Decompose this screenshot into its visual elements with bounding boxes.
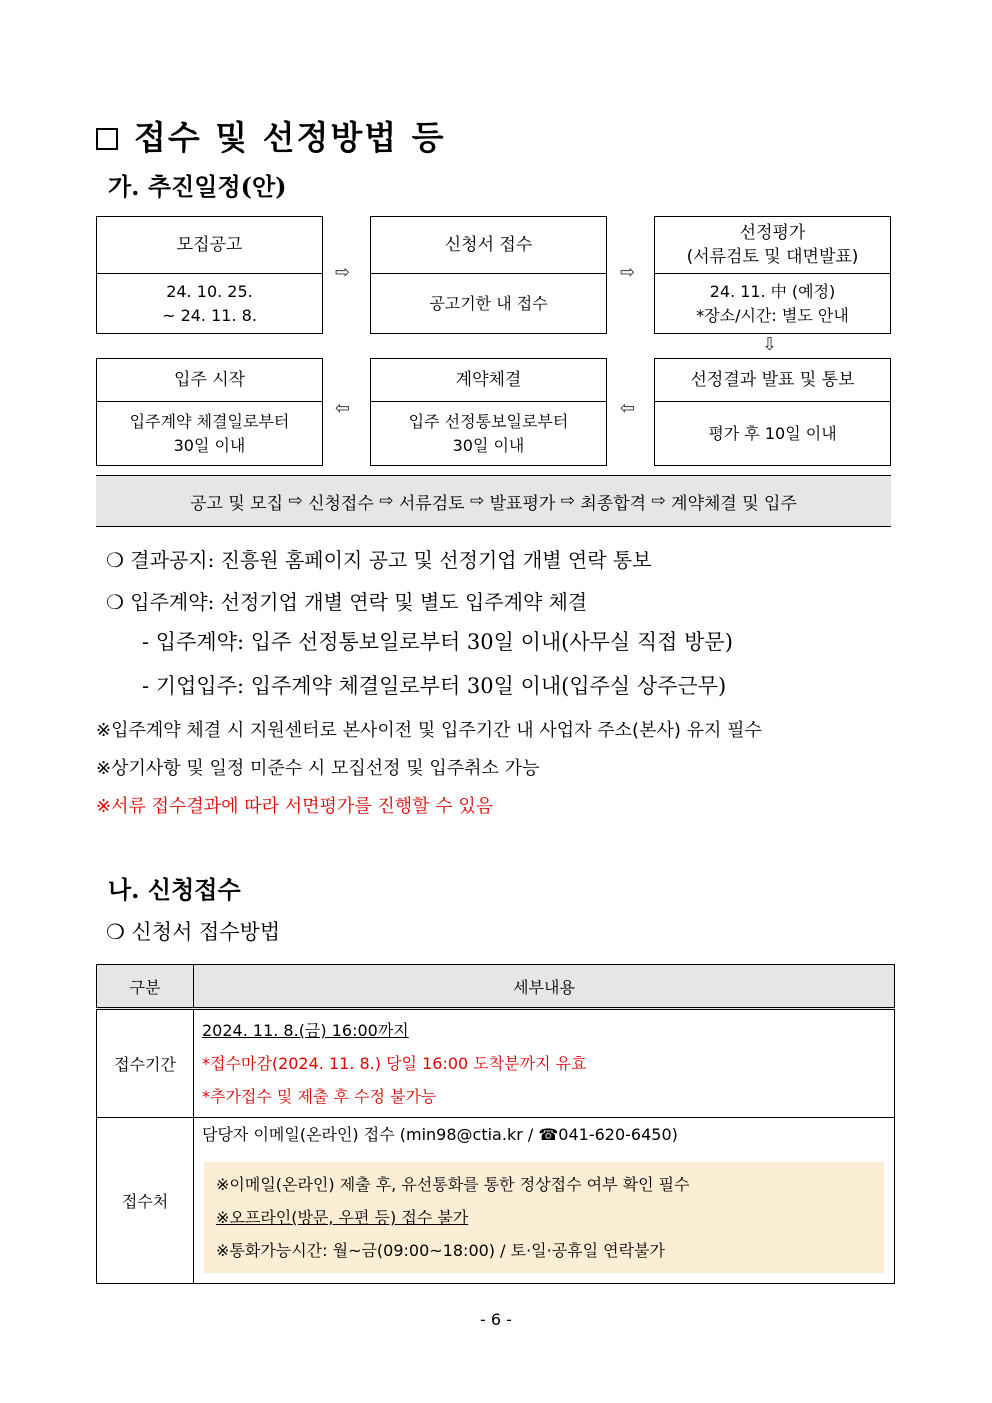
step-head: 선정결과 발표 및 통보 [655,359,890,402]
checkbox-square-icon [96,128,118,150]
step-head: 신청서 접수 [371,217,606,274]
step-body: 입주 선정통보일로부터 30일 이내 [408,411,569,455]
circle-bullet-icon: ❍ [106,548,124,572]
table-header-category: 구분 [97,965,194,1009]
place-details [194,1118,895,1284]
period-details: 2024. 11. 8.(금) 16:00까지 *접수마감(2024. 11. 8.) 당일 16:00 도착분까지 유효 *추가접수 및 제출 후 수정 불가능 [194,1009,895,1118]
page-number: - 6 - [480,1310,512,1329]
bullet-application-method: ❍ 신청서 접수방법 [106,920,281,944]
arrow-left-icon: ⇦ [620,398,636,419]
step-head: 입주 시작 [97,359,322,402]
step-contract [370,358,607,466]
note-hq-relocation: ※입주계약 체결 시 지원센터로 본사이전 및 입주기간 내 사업자 주소(본사) 유지 필수 [96,720,762,741]
circle-bullet-icon: ❍ [106,920,125,944]
arrow-left-icon: ⇦ [335,398,351,419]
step-head: 선정평가 (서류검토 및 대면발표) [655,217,890,274]
step-recruitment-notice [96,216,323,334]
arrow-down-icon: ⇩ [762,334,778,355]
step-body: 24. 11. 中 (예정) *장소/시간: 별도 안내 [696,281,849,325]
table-header-row [97,965,895,1009]
step-body: 평가 후 10일 이내 [708,423,837,443]
arrow-right-icon: ⇨ [651,491,666,511]
arrow-right-icon: ⇨ [335,262,351,283]
place-label: 접수처 [97,1118,194,1284]
bullet-contract: ❍ 입주계약: 선정기업 개별 연락 및 별도 입주계약 체결 [106,590,588,614]
dash-item-move-in: - 기업입주: 입주계약 체결일로부터 30일 이내(입주실 상주근무) [142,674,727,698]
subsection-a-title: 가. 추진일정(안) [108,172,287,201]
arrow-right-icon: ⇨ [620,262,636,283]
period-label: 접수기간 [97,1009,194,1118]
arrow-right-icon: ⇨ [469,491,485,511]
step-body: 24. 10. 25. ~ 24. 11. 8. [162,281,257,325]
table-row [97,1009,895,1118]
section-title: 접수 및 선정방법 등 [96,112,446,159]
arrow-right-icon: ⇨ [560,491,575,511]
dash-item-contract: - 입주계약: 입주 선정통보일로부터 30일 이내(사무실 직접 방문) [142,630,733,654]
step-result-announcement [654,358,891,466]
subsection-b-title: 나. 신청접수 [108,875,241,904]
table-header-details: 세부내용 [194,965,895,1009]
step-body: 공고기한 내 접수 [429,293,548,313]
step-selection-evaluation [654,216,891,334]
step-head: 계약체결 [371,359,606,402]
arrow-right-icon: ⇨ [288,491,303,511]
place-notes-box: ※이메일(온라인) 제출 후, 유선통화를 통한 정상접수 여부 확인 필수 ※오프라인(방문, 우편 등) 접수 불가 ※통화가능시간: 월~금(09:00~18:00) / 토·일·공휴일 연락불가 [204,1162,884,1273]
table-row [97,1118,895,1284]
step-head: 모집공고 [97,217,322,274]
arrow-right-icon: ⇨ [379,491,394,511]
circle-bullet-icon: ❍ [106,590,124,614]
note-cancellation: ※상기사항 및 일정 미준수 시 모집선정 및 입주취소 가능 [96,758,540,779]
application-table [96,964,895,1284]
step-body: 입주계약 체결일로부터 30일 이내 [129,411,290,455]
process-flow-bar: 공고 및 모집 ⇨ 신청접수 ⇨ 서류검토 ⇨ 발표평가 ⇨ 최종합격 ⇨ 계약체결 및 입주 [96,475,891,527]
contact-email-phone: 담당자 이메일(온라인) 접수 (min98@ctia.kr / ☎041-620-6450) [202,1125,678,1144]
bullet-result-notice: ❍ 결과공지: 진흥원 홈페이지 공고 및 선정기업 개별 연락 통보 [106,548,652,572]
step-move-in-start [96,358,323,466]
step-application-receipt [370,216,607,334]
note-written-evaluation: ※서류 접수결과에 따라 서면평가를 진행할 수 있음 [96,796,494,817]
